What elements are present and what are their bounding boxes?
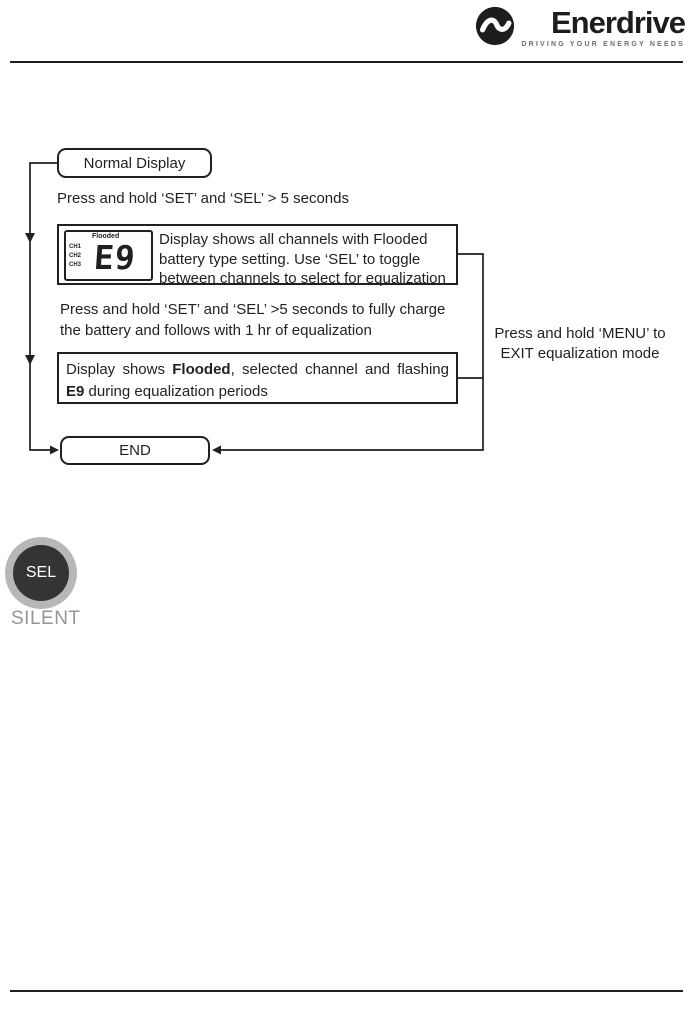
step1-instruction: Press and hold ‘SET’ and ‘SEL’ > 5 seconds bbox=[57, 190, 349, 207]
start-node bbox=[57, 148, 212, 178]
start-node-label: Normal Display bbox=[83, 154, 186, 172]
brand-name: Enerdrive bbox=[550, 5, 685, 40]
step2-instruction-line2: the battery and follows with 1 hr of equalization bbox=[60, 322, 372, 339]
end-node bbox=[60, 436, 210, 465]
menu-exit-note-line1: Press and hold ‘MENU’ to bbox=[494, 325, 666, 342]
enerdrive-logo bbox=[474, 5, 685, 52]
footer-rule bbox=[10, 990, 683, 992]
sel-button-face bbox=[13, 545, 69, 601]
brand-tagline: DRIVING YOUR ENERGY NEEDS bbox=[521, 41, 685, 48]
header-rule bbox=[10, 61, 683, 63]
step2-instruction bbox=[60, 299, 445, 341]
menu-exit-note-line2: EXIT equalization mode bbox=[500, 345, 660, 362]
sel-button-label: SEL bbox=[25, 564, 57, 581]
lcd-channel-labels bbox=[69, 244, 81, 268]
menu-exit-note bbox=[494, 324, 666, 364]
process-box-1 bbox=[57, 224, 458, 285]
step2-instruction-line1: Press and hold ‘SET’ and ‘SEL’ >5 seconds to fully charge bbox=[60, 301, 446, 318]
process-box-2 bbox=[57, 352, 458, 404]
arrow-down-to-box2 bbox=[25, 355, 35, 365]
end-node-label: END bbox=[119, 442, 151, 459]
arrow-into-end-right bbox=[212, 446, 221, 455]
box1-description: Display shows all channels with Flooded battery type setting. Use ‘SEL’ to toggle between channels to select for equalization bbox=[159, 231, 446, 287]
silent-caption: SILENT bbox=[11, 608, 81, 629]
lcd-battery-type-label: Flooded bbox=[92, 233, 120, 240]
lcd-code-display: E9 bbox=[92, 238, 138, 277]
lcd-display bbox=[64, 230, 153, 281]
box2-description: Display shows Flooded, selected channel and flashing E9 during equalization periods bbox=[66, 361, 449, 400]
sel-button bbox=[5, 537, 77, 609]
arrow-into-end-left bbox=[50, 446, 59, 455]
lcd-channel-1-label: CH1 bbox=[69, 244, 82, 250]
lcd-channel-3-label: CH3 bbox=[69, 262, 82, 268]
arrow-down-to-box1 bbox=[25, 233, 35, 243]
lcd-channel-2-label: CH2 bbox=[69, 253, 82, 259]
logo-swoosh-icon bbox=[474, 5, 516, 52]
